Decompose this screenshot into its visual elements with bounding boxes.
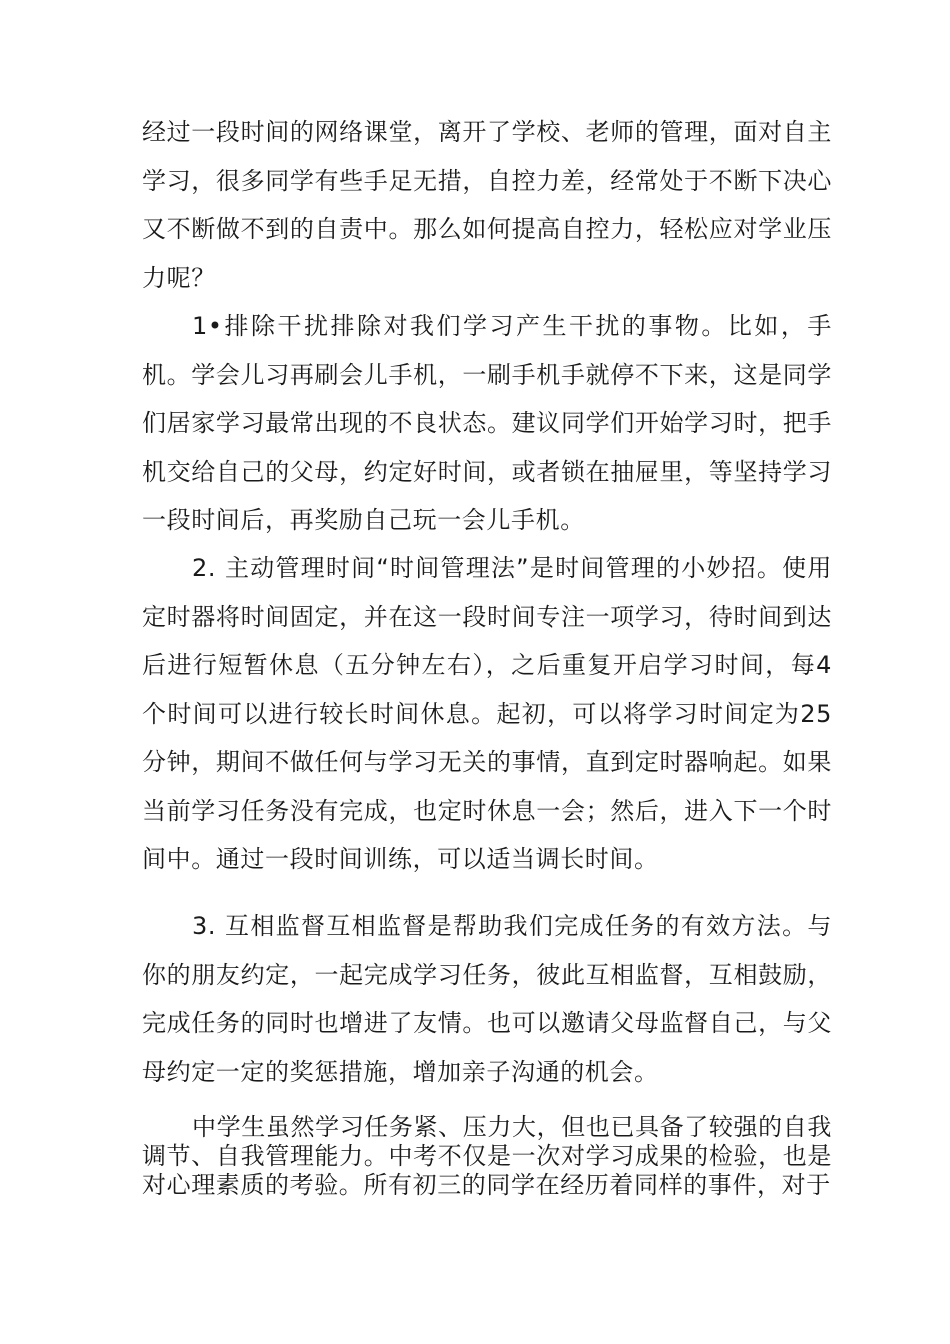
paragraph-conclusion: 中学生虽然学习任务紧、压力大，但也已具备了较强的自我调节、自我管理能力。中考不仅是一次对学习成果的检验，也是对心理素质的考验。所有初三的同学在经历着同样的事件，对于	[142, 1113, 832, 1199]
paragraph-intro: 经过一段时间的网络课堂，离开了学校、老师的管理，面对自主学习，很多同学有些手足无措，自控力差，经常处于不断下决心又不断做不到的自责中。那么如何提高自控力，轻松应对学业压力呢？	[142, 118, 832, 292]
paragraph-point-2: 2. 主动管理时间“时间管理法”是时间管理的小妙招。使用定时器将时间固定，并在这一段时间专注一项学习，待时间到达后进行短暂休息（五分钟左右），之后重复开启学习时间，每4个时间可以进行较长时间休息。起初，可以将学习时间定为25分钟，期间不做任何与学习无关的事情，直到定时器响起。如果当前学习任务没有完成，也定时休息一会；然后，进入下一个时间中。通过一段时间训练，可以适当调长时间。	[142, 554, 832, 873]
paragraph-point-1: 1•排除干扰排除对我们学习产生干扰的事物。比如，手机。学会儿习再刷会儿手机，一刷手机手就停不下来，这是同学们居家学习最常出现的不良状态。建议同学们开始学习时，把手机交给自己的父母，约定好时间，或者锁在抽屉里，等坚持学习一段时间后，再奖励自己玩一会儿手机。	[142, 312, 832, 534]
paragraph-point-3: 3. 互相监督互相监督是帮助我们完成任务的有效方法。与你的朋友约定，一起完成学习任务，彼此互相监督，互相鼓励，完成任务的同时也增进了友情。也可以邀请父母监督自己，与父母约定一定的奖惩措施，增加亲子沟通的机会。	[142, 912, 832, 1086]
